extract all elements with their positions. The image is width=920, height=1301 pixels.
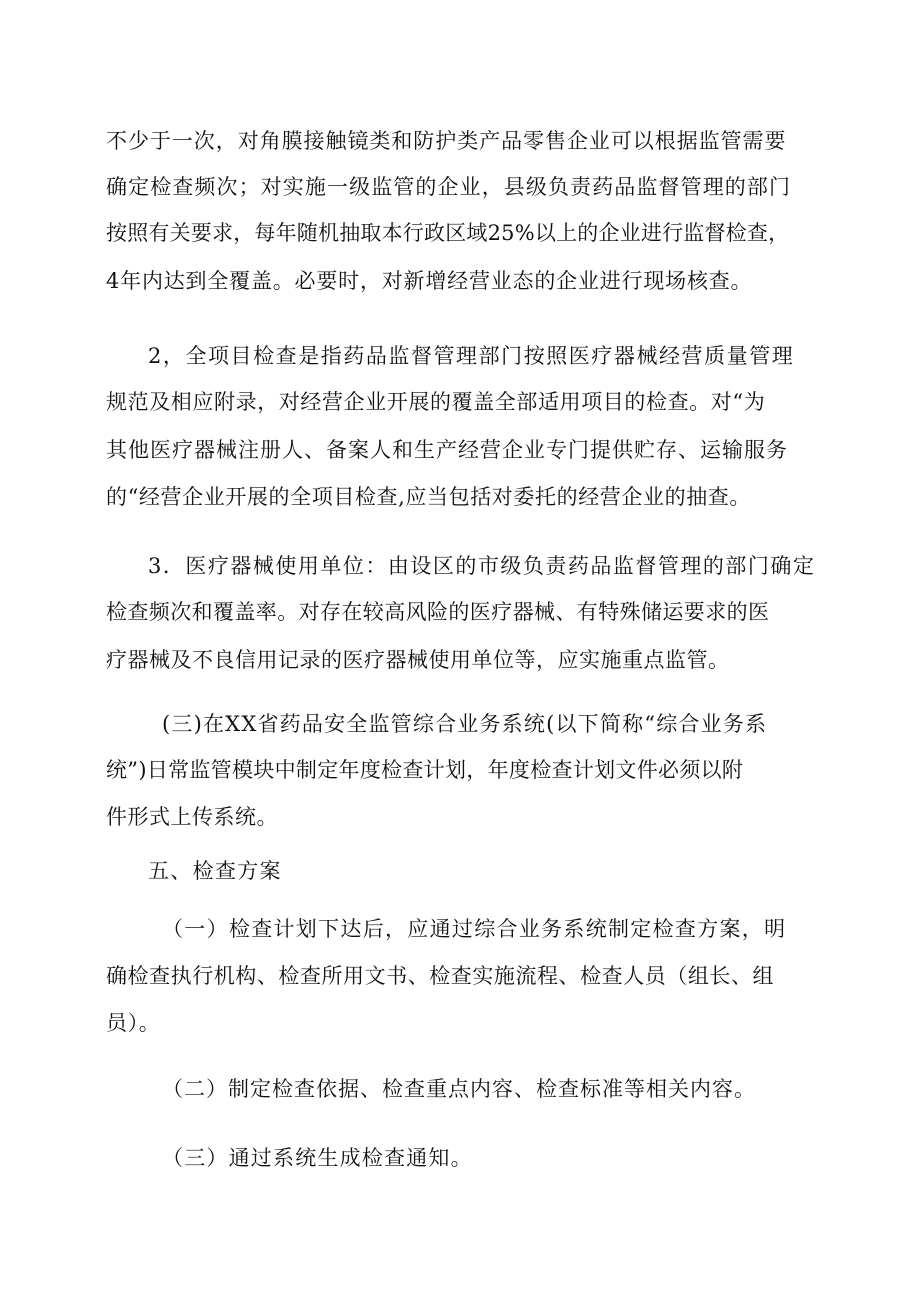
text-line: 五、检查方案 [148, 859, 282, 883]
text-line: 按照有关要求，每年随机抽取本行政区域25%以上的企业进行监督检查， [106, 221, 790, 245]
text-line: 疗器械及不良信用记录的医疗器械使用单位等，应实施重点监管。 [106, 648, 730, 672]
text-line: 确检查执行机构、检查所用文书、检查实施流程、检查人员（组长、组 [106, 964, 775, 988]
text-line: 检查频次和覆盖率。对存在较高风险的医疗器械、有特殊储运要求的医 [106, 600, 770, 624]
text-line: 规范及相应附录，对经营企业开展的覆盖全部适用项目的检查。对“为 [106, 390, 766, 414]
text-line: 4年内达到全覆盖。必要时，对新增经营业态的企业进行现场核查。 [106, 269, 753, 293]
text-line: 件形式上传系统。 [106, 805, 278, 829]
text-line: （二）制定检查依据、检查重点内容、检查标准等相关内容。 [162, 1077, 756, 1101]
text-line: 2，全项目检查是指药品监督管理部门按照医疗器械经营质量管理 [148, 344, 795, 368]
text-line: 的“经营企业开展的全项目检查,应当包括对委托的经营企业的抽查。 [106, 485, 752, 509]
text-line: 员）。 [106, 1011, 161, 1035]
text-line: （三）通过系统生成检查通知。 [162, 1146, 473, 1170]
text-line: （一）检查计划下达后，应通过综合业务系统制定检查方案，明 [162, 917, 787, 941]
text-line: 3．医疗器械使用单位：由设区的市级负责药品监督管理的部门确定 [148, 554, 816, 578]
text-line: 其他医疗器械注册人、备案人和生产经营企业专门提供贮存、运输服务 [106, 438, 788, 462]
text-line: 统”)日常监管模块中制定年度检查计划，年度检查计划文件必须以附 [106, 758, 744, 782]
text-line: 确定检查频次；对实施一级监管的企业，县级负责药品监督管理的部门 [106, 175, 792, 199]
text-line: 不少于一次，对角膜接触镜类和防护类产品零售企业可以根据监管需要 [106, 129, 787, 153]
text-line: (三)在XX省药品安全监管综合业务系统(以下简称“综合业务系 [162, 712, 768, 736]
